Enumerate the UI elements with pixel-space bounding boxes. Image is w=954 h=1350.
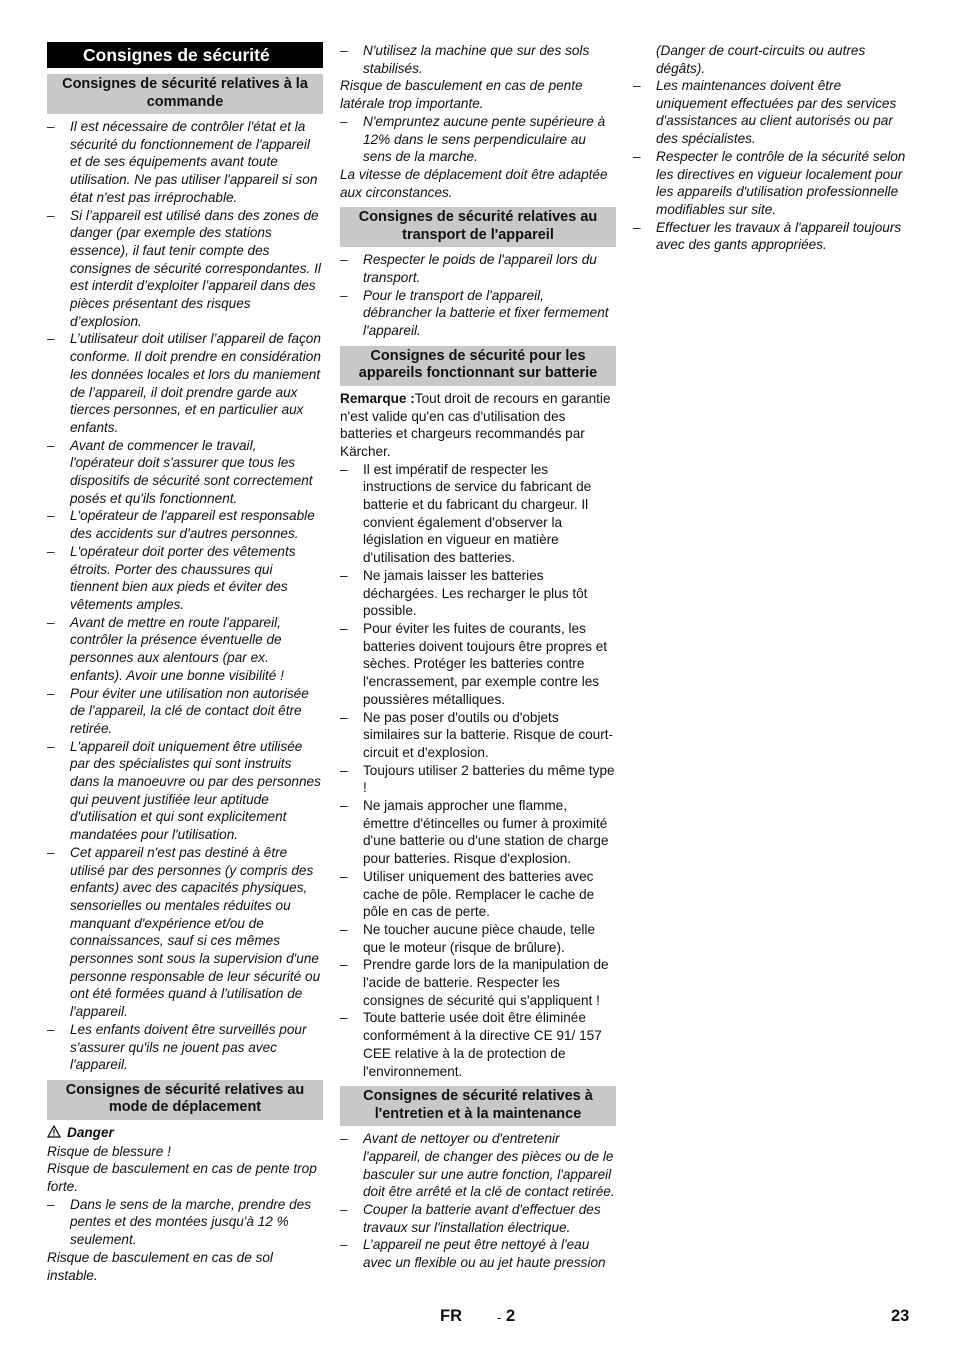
column-2 <box>340 42 616 1271</box>
list-item: – Prendre garde lors de la manipulation de l'acide de batterie. Respecter les consignes de sécurité qui s'appliquent ! <box>340 957 609 1008</box>
list-item: – Avant de mettre en route l'appareil, contrôler la présence éventuelle de personnes aux alentours (par ex. enfants). Avoir une bonne visibilité ! <box>47 614 284 683</box>
dash-bullet: – <box>47 1196 55 1212</box>
list-item-continued: (Danger de court-circuits ou autres dégâts). <box>656 43 866 77</box>
list-item: – L'appareil doit uniquement être utilisée par des spécialistes qui sont instruits dans la manoeuvre ou par des personnes qui peuvent justifiée leur aptitude d'utilisation et qui sont explicitement mandatées pour l'utilisation. <box>47 738 321 843</box>
dash-bullet: – <box>340 287 348 303</box>
remark-paragraph: Remarque :Tout droit de recours en garantie n'est valide qu'en cas d'utilisation des batteries et chargeurs recommandés par Kärcher. <box>340 390 611 459</box>
list-item: – Pour éviter une utilisation non autorisée de l'appareil, la clé de contact doit être retirée. <box>47 685 309 736</box>
footer-language: FR <box>440 1307 462 1325</box>
section-heading-commande: Consignes de sécurité relatives à la commande <box>47 74 323 114</box>
list-item: – Respecter le contrôle de la sécurité selon les directives en vigueur localement pour les appareils d'utilisation professionnelle modifiables sur site. <box>633 148 906 217</box>
remark-label: Remarque : <box>340 390 415 406</box>
dash-bullet: – <box>340 1202 348 1218</box>
section-heading-transport: Consignes de sécurité relatives au transport de l'appareil <box>340 207 616 247</box>
text-line: Risque de basculement en cas de pente trop forte. <box>47 1161 317 1195</box>
list-item: – Avant de nettoyer ou d'entretenir l'appareil, de changer des pièces ou de le basculer sur une autre fonction, l'appareil doit être arrêté et la clé de contact retirée. <box>340 1131 615 1200</box>
dash-bullet: – <box>340 921 348 937</box>
dash-bullet: – <box>340 113 348 129</box>
list-item: – Ne jamais laisser les batteries déchargées. Les recharger le plus tôt possible. <box>340 567 588 619</box>
page-number: 23 <box>891 1307 910 1325</box>
dash-bullet: – <box>47 207 55 223</box>
dash-bullet: – <box>340 1237 348 1253</box>
list-item: – N'utilisez la machine que sur des sols stabilisés. <box>340 43 590 76</box>
list-item: – L’appareil ne peut être nettoyé à l'eau avec un flexible ou au jet haute pression <box>340 1237 606 1271</box>
footer-separator: - <box>497 1310 502 1325</box>
dash-bullet: – <box>47 331 55 347</box>
list-item: – Les maintenances doivent être uniquement effectuées par des services d'assistances au client autorisés ou par des spécialistes. <box>633 78 897 147</box>
dash-bullet: – <box>47 844 55 860</box>
list-item: – Les enfants doivent être surveillés pour s'assurer qu'ils ne jouent pas avec l'appareil. <box>47 1021 307 1073</box>
dash-bullet: – <box>633 78 641 93</box>
list-item: – L’utilisateur doit utiliser l’appareil de façon conforme. Il doit prendre en considération les données locales et lors du maniement de l’appareil, il doit prendre garde aux tierces personnes, et en particulier aux enfants. <box>47 331 321 435</box>
dash-bullet: – <box>340 43 348 58</box>
list-item: – L'opérateur de l'appareil est responsable des accidents sur d'autres personnes. <box>47 508 315 542</box>
footer-section-number: 2 <box>506 1307 516 1325</box>
warning-triangle-icon <box>47 1125 61 1143</box>
dash-bullet: – <box>340 709 348 725</box>
column-3 <box>633 42 909 254</box>
column-1 <box>47 42 323 1284</box>
list-item: – Toujours utiliser 2 batteries du même type ! <box>340 762 615 796</box>
list-item: – Avant de commencer le travail, l'opérateur doit s'assurer que tous les dispositifs de sécurité sont correctement posés et qu'ils fonctionnent. <box>47 437 313 506</box>
page-title: Consignes de sécurité <box>47 42 323 68</box>
list-item: – Il est impératif de respecter les instructions de service du fabricant de batterie et du fabricant du chargeur. Il convient également d'observer la législation en vigueur en matière d'utilisation des batteries. <box>340 461 592 566</box>
dash-bullet: – <box>633 148 641 164</box>
list-item: – N'empruntez aucune pente supérieure à 12% dans le sens perpendiculaire au sens de la marche. <box>340 113 606 165</box>
dash-bullet: – <box>47 437 55 453</box>
dash-bullet: – <box>340 620 348 636</box>
list-commande <box>47 118 323 1074</box>
list-item: – L'opérateur doit porter des vêtements étroits. Porter des chaussures qui tiennent bien aux pieds et éviter des vêtements amples. <box>47 543 296 612</box>
dash-bullet: – <box>633 219 641 235</box>
dash-bullet: – <box>340 1131 348 1147</box>
dash-bullet: – <box>47 738 55 754</box>
dash-bullet: – <box>47 119 55 134</box>
dash-bullet: – <box>47 614 55 630</box>
list-item: – Effectuer les travaux à l'appareil toujours avec des gants appropriées. <box>633 219 902 253</box>
dash-bullet: – <box>340 798 348 814</box>
dash-bullet: – <box>340 252 348 268</box>
dash-bullet: – <box>47 543 55 559</box>
list-item: – Ne jamais approcher une flamme, émettre d'étincelles ou fumer à proximité d'une batterie ou d'une station de charge pour batteries. Risque d'explosion. <box>340 798 609 867</box>
list-item: – Pour le transport de l'appareil, débrancher la batterie et fixer fermement l'appareil. <box>340 287 609 339</box>
text-line: Risque de blessure ! <box>47 1143 171 1159</box>
text-line: Risque de basculement en cas de pente latérale trop importante. <box>340 78 583 112</box>
section-heading-batterie: Consignes de sécurité pour les appareils fonctionnant sur batterie <box>340 346 616 386</box>
dash-bullet: – <box>340 868 348 884</box>
list-item: – Dans le sens de la marche, prendre des pentes et des montées jusqu'à 12 % seulement. <box>47 1196 312 1248</box>
list-item: – Il est nécessaire de contrôler l'état et la sécurité du fonctionnement de l'appareil et de ses équipements avant toute utilisation. Ne pas utiliser l'appareil si son état n'est pas irréprochable. <box>47 119 318 205</box>
dash-bullet: – <box>340 461 348 477</box>
text-line: La vitesse de déplacement doit être adaptée aux circonstances. <box>340 166 608 200</box>
list-item: – Ne pas poser d'outils ou d'objets similaires sur la batterie. Risque de court-circuit et d'explosion. <box>340 709 614 760</box>
dash-bullet: – <box>340 762 348 778</box>
danger-line <box>47 1124 323 1143</box>
dash-bullet: – <box>47 1021 55 1037</box>
dash-bullet: – <box>340 1010 348 1026</box>
list-item: – Toute batterie usée doit être éliminée conformément à la directive CE 91/ 157 CEE relative à la de protection de l'environnement. <box>340 1010 602 1079</box>
list-item: – Si l’appareil est utilisé dans des zones de danger (par exemple des stations essence), il faut tenir compte des consignes de sécurité correspondantes. Il est interdit d’exploiter l’appareil dans des pièces présentant des risques d’explosion. <box>47 207 321 329</box>
list-item: – Respecter le poids de l'appareil lors du transport. <box>340 252 597 286</box>
dash-bullet: – <box>340 567 348 583</box>
dash-bullet: – <box>47 508 55 524</box>
dash-bullet: – <box>340 957 348 973</box>
text-line: Risque de basculement en cas de sol instable. <box>47 1249 273 1283</box>
list-item: – Couper la batterie avant d'effectuer des travaux sur l'installation électrique. <box>340 1202 601 1235</box>
danger-label: Danger <box>67 1124 114 1140</box>
list-item: – Pour éviter les fuites de courants, les batteries doivent toujours être propres et sèches. Protéger les batteries contre l'encrassement, par exemple contre les poussières métalliques. <box>340 620 608 707</box>
section-heading-entretien: Consignes de sécurité relatives à l'entretien et à la maintenance <box>340 1086 616 1126</box>
list-item: – Utiliser uniquement des batteries avec cache de pôle. Remplacer le cache de pôle en cas de perte. <box>340 868 595 920</box>
list-item: – Cet appareil n'est pas destiné à être utilisé par des personnes (y compris des enfants) avec des capacités physiques, sensorielles ou mentales réduites ou manquant d'expérience et/ou de connaissances, sauf si ces mêmes personnes sont sous la supervision d'une personne responsable de leur sécurité ou ont été formées quand à l'utilisation de l'appareil. <box>47 844 321 1020</box>
section-heading-deplacement: Consignes de sécurité relatives au mode de déplacement <box>47 1080 323 1120</box>
list-item: – Ne toucher aucune pièce chaude, telle que le moteur (risque de brûlure). <box>340 921 596 955</box>
dash-bullet: – <box>47 685 55 701</box>
